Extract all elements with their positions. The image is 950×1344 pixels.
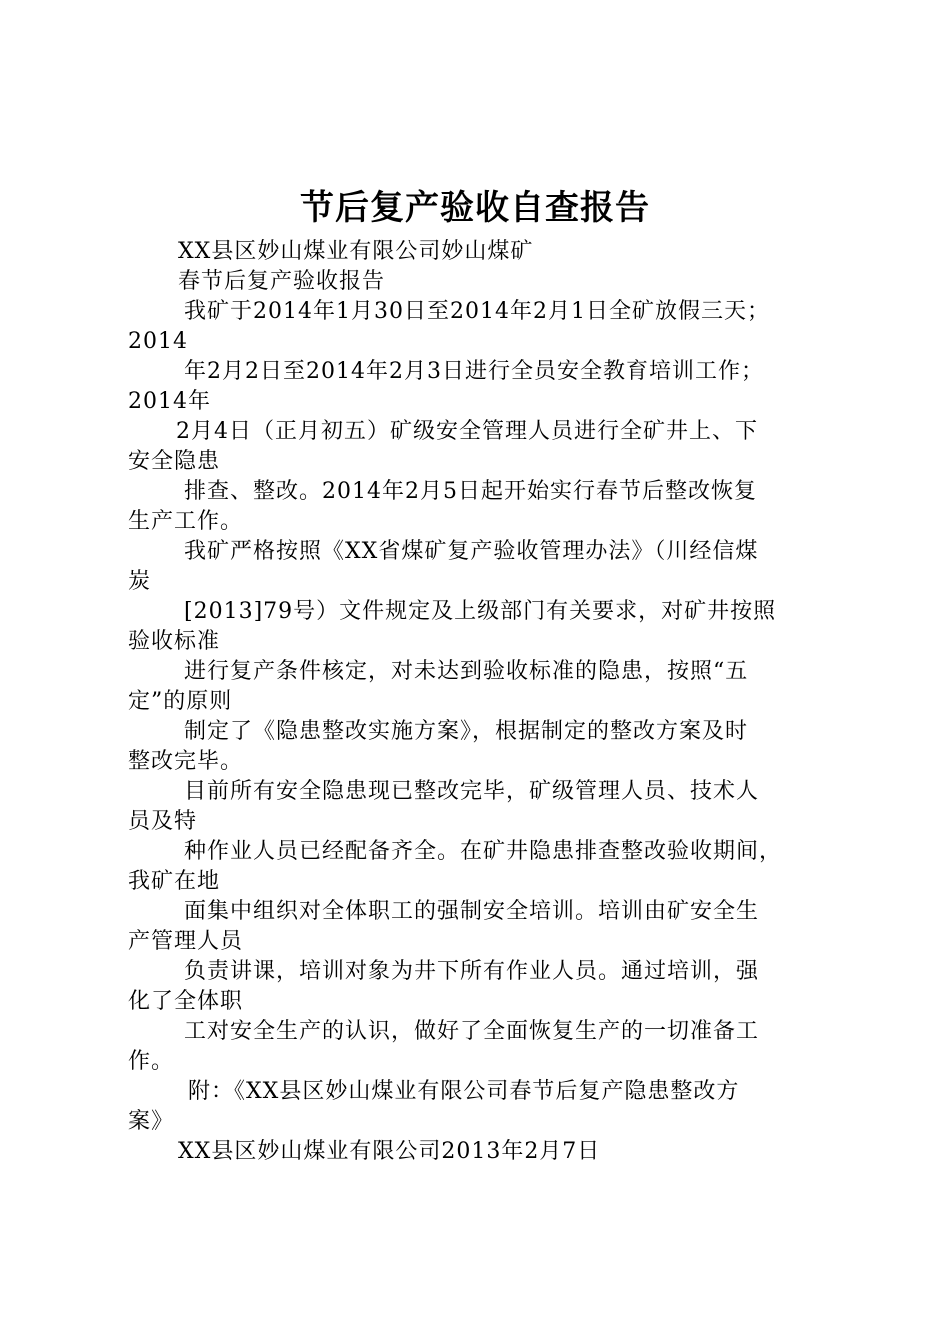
text-line: 年2月2日至2014年2月3日进行全员安全教育培训工作； — [184, 359, 764, 384]
text-line: [2013]79号）文件规定及上级部门有关要求，对矿井按照 — [184, 599, 777, 624]
text-line: 员及特 — [128, 809, 198, 834]
text-line: 验收标准 — [128, 629, 221, 654]
attachment-line: 附：《XX县区妙山煤业有限公司春节后复产隐患整改方 — [188, 1079, 740, 1104]
text-line: 化了全体职 — [128, 989, 244, 1014]
text-line-report-name: 春节后复产验收报告 — [178, 269, 386, 294]
text-line: 安全隐患 — [128, 449, 221, 474]
text-line: 定”的原则 — [128, 689, 233, 714]
document-body — [128, 237, 838, 1167]
text-line: 我矿在地 — [128, 869, 221, 894]
text-line: 我矿于2014年1月30日至2014年2月1日全矿放假三天； — [184, 299, 770, 324]
text-line: 种作业人员已经配备齐全。在矿井隐患排查整改验收期间， — [184, 839, 783, 864]
text-line: 面集中组织对全体职工的强制安全培训。培训由矿安全生 — [184, 899, 760, 924]
text-line: 2014 — [128, 329, 188, 354]
text-line: 2月4日（正月初五）矿级安全管理人员进行全矿井上、下 — [176, 419, 758, 444]
text-line: 作。 — [128, 1049, 175, 1074]
attachment-line: 案》 — [128, 1109, 175, 1134]
document-title: 节后复产验收自查报告 — [300, 188, 650, 228]
text-line: 工对安全生产的认识，做好了全面恢复生产的一切准备工 — [184, 1019, 760, 1044]
text-line: 制定了《隐患整改实施方案》，根据制定的整改方案及时 — [184, 719, 749, 744]
text-line: 进行复产条件核定，对未达到验收标准的隐患，按照“五 — [184, 659, 749, 684]
text-line: 我矿严格按照《XX省煤矿复产验收管理办法》（川经信煤 — [184, 539, 759, 564]
text-line: 炭 — [128, 569, 152, 594]
text-line: 生产工作。 — [128, 509, 244, 534]
text-line: 负责讲课，培训对象为井下所有作业人员。通过培训，强 — [184, 959, 760, 984]
text-line: 2014年 — [128, 389, 211, 414]
signature-date-line: XX县区妙山煤业有限公司2013年2月7日 — [178, 1139, 601, 1164]
text-line: 产管理人员 — [128, 929, 244, 954]
text-line-company: XX县区妙山煤业有限公司妙山煤矿 — [178, 239, 534, 264]
text-line: 排查、整改。2014年2月5日起开始实行春节后整改恢复 — [184, 479, 757, 504]
text-line: 整改完毕。 — [128, 749, 244, 774]
text-line: 目前所有安全隐患现已整改完毕，矿级管理人员、技术人 — [184, 779, 760, 804]
